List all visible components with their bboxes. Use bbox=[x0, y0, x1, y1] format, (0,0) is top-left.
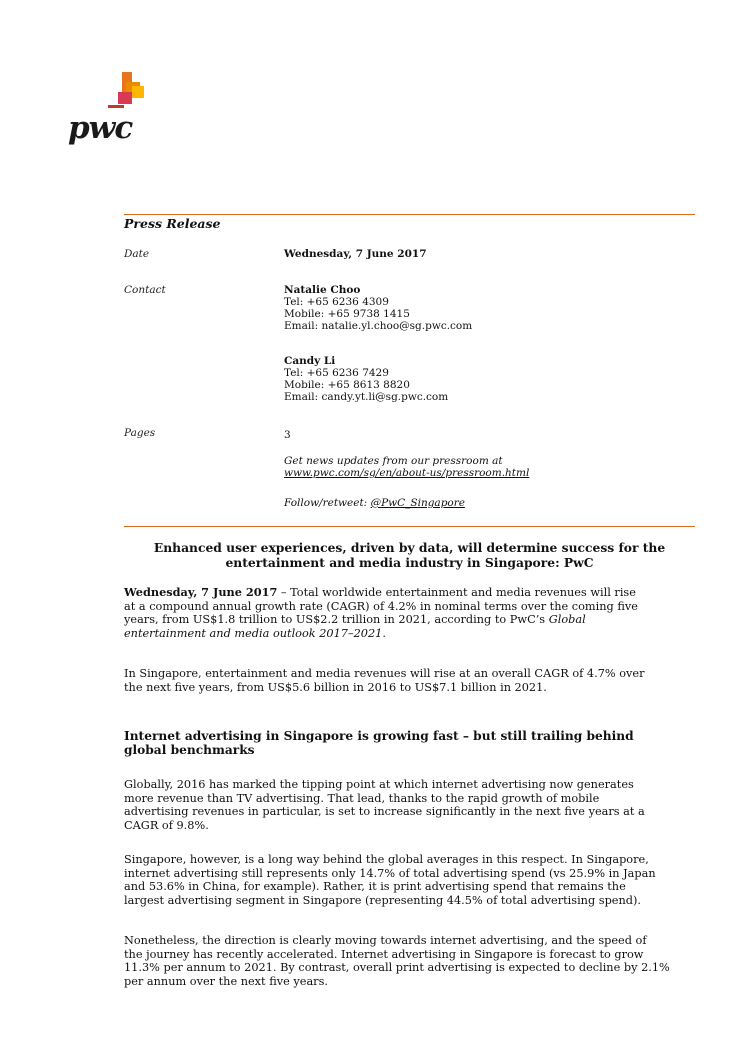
logo-underline bbox=[108, 105, 124, 108]
text-line: In Singapore, entertainment and media revenues will rise at an overall CAGR of 4.7% over bbox=[124, 667, 645, 680]
text-line: . bbox=[382, 626, 386, 640]
paragraph-outlook bbox=[124, 934, 695, 988]
contact-tel: Tel: +65 6236 4309 bbox=[284, 296, 389, 308]
pwc-logo bbox=[68, 72, 168, 152]
text-line: years, from US$1.8 trillion to US$2.2 trillion in 2021, according to PwC’s bbox=[124, 613, 549, 627]
contact-mobile: Mobile: +65 9738 1415 bbox=[284, 308, 410, 320]
logo-block-yellow bbox=[132, 86, 144, 98]
heading-line: Internet advertising in Singapore is growing fast – but still trailing behind bbox=[124, 729, 634, 743]
contact-email[interactable]: Email: natalie.yl.choo@sg.pwc.com bbox=[284, 320, 473, 332]
paragraph-global bbox=[124, 778, 695, 832]
text-line: per annum over the next five years. bbox=[124, 974, 328, 988]
headline-line: Enhanced user experiences, driven by data, will determine success for the bbox=[153, 540, 666, 555]
text-line: and 53.6% in China, for example). Rather, it is print advertising spend that remains the bbox=[124, 880, 626, 894]
paragraph-singapore bbox=[124, 667, 695, 694]
contact-tel: Tel: +65 6236 7429 bbox=[284, 367, 389, 379]
section-heading bbox=[124, 730, 695, 757]
text-line: advertising revenues in particular, is set to increase significantly in the next five years at a bbox=[124, 805, 645, 819]
contact-1 bbox=[284, 284, 472, 332]
text-line: at a compound annual growth rate (CAGR) of 4.2% in nominal terms over the coming five bbox=[124, 599, 638, 613]
contact-2 bbox=[284, 355, 448, 403]
logo-block-red bbox=[118, 92, 132, 104]
text-line: CAGR of 9.8%. bbox=[124, 818, 209, 832]
text-line: internet advertising still represents only 14.7% of total advertising spend (vs 25.9% in Japan bbox=[124, 866, 656, 880]
text-line: Globally, 2016 has marked the tipping point at which internet advertising now generates bbox=[124, 778, 634, 791]
headline-line: entertainment and media industry in Singapore: PwC bbox=[225, 554, 594, 570]
dateline: Wednesday, 7 June 2017 bbox=[124, 585, 278, 599]
contact-email[interactable]: Email: candy.yt.li@sg.pwc.com bbox=[284, 391, 449, 403]
follow-line bbox=[284, 497, 465, 509]
headline bbox=[124, 541, 695, 570]
date-label: Date bbox=[124, 248, 150, 260]
divider-rule bbox=[124, 526, 695, 527]
text-line: the journey has recently accelerated. Internet advertising in Singapore is forecast to grow bbox=[124, 947, 644, 961]
text-line: – Total worldwide entertainment and media revenues will rise bbox=[277, 586, 636, 599]
text-line: Singapore, however, is a long way behind the global averages in this respect. In Singapore, bbox=[124, 853, 649, 866]
pages-label: Pages bbox=[124, 427, 156, 439]
date-value bbox=[284, 248, 427, 260]
heading-line: global benchmarks bbox=[124, 742, 255, 757]
pressroom-text: Get news updates from our pressroom at bbox=[284, 455, 503, 467]
contact-name: Natalie Choo bbox=[284, 284, 361, 296]
contact-label: Contact bbox=[124, 284, 166, 296]
pressroom-note bbox=[284, 455, 529, 479]
logo-wordmark: pwc bbox=[68, 110, 133, 146]
contact-mobile: Mobile: +65 8613 8820 bbox=[284, 379, 410, 391]
press-release-title: Press Release bbox=[124, 216, 221, 231]
pressroom-link[interactable]: www.pwc.com/sg/en/about-us/pressroom.html bbox=[284, 467, 530, 479]
paragraph-comparison bbox=[124, 853, 695, 907]
twitter-handle-link[interactable]: @PwC_Singapore bbox=[370, 497, 465, 509]
text-line: the next five years, from US$5.6 billion in 2016 to US$7.1 billion in 2021. bbox=[124, 680, 547, 694]
paragraph-intro bbox=[124, 586, 695, 640]
report-title: Global bbox=[548, 613, 586, 627]
text-line: Nonetheless, the direction is clearly moving towards internet advertising, and the speed of bbox=[124, 934, 647, 947]
text-line: 11.3% per annum to 2021. By contrast, overall print advertising is expected to decline by 2.1% bbox=[124, 961, 670, 975]
contact-name: Candy Li bbox=[284, 355, 336, 367]
date-text: Wednesday, 7 June 2017 bbox=[284, 248, 427, 260]
text-line: more revenue than TV advertising. That lead, thanks to the rapid growth of mobile bbox=[124, 791, 600, 805]
header-rule bbox=[124, 214, 695, 215]
pages-value: 3 bbox=[284, 429, 291, 441]
report-title: entertainment and media outlook 2017–2021 bbox=[124, 626, 383, 640]
text-line: largest advertising segment in Singapore (representing 44.5% of total advertising spend). bbox=[124, 893, 641, 907]
follow-prefix: Follow/retweet: bbox=[284, 497, 371, 509]
